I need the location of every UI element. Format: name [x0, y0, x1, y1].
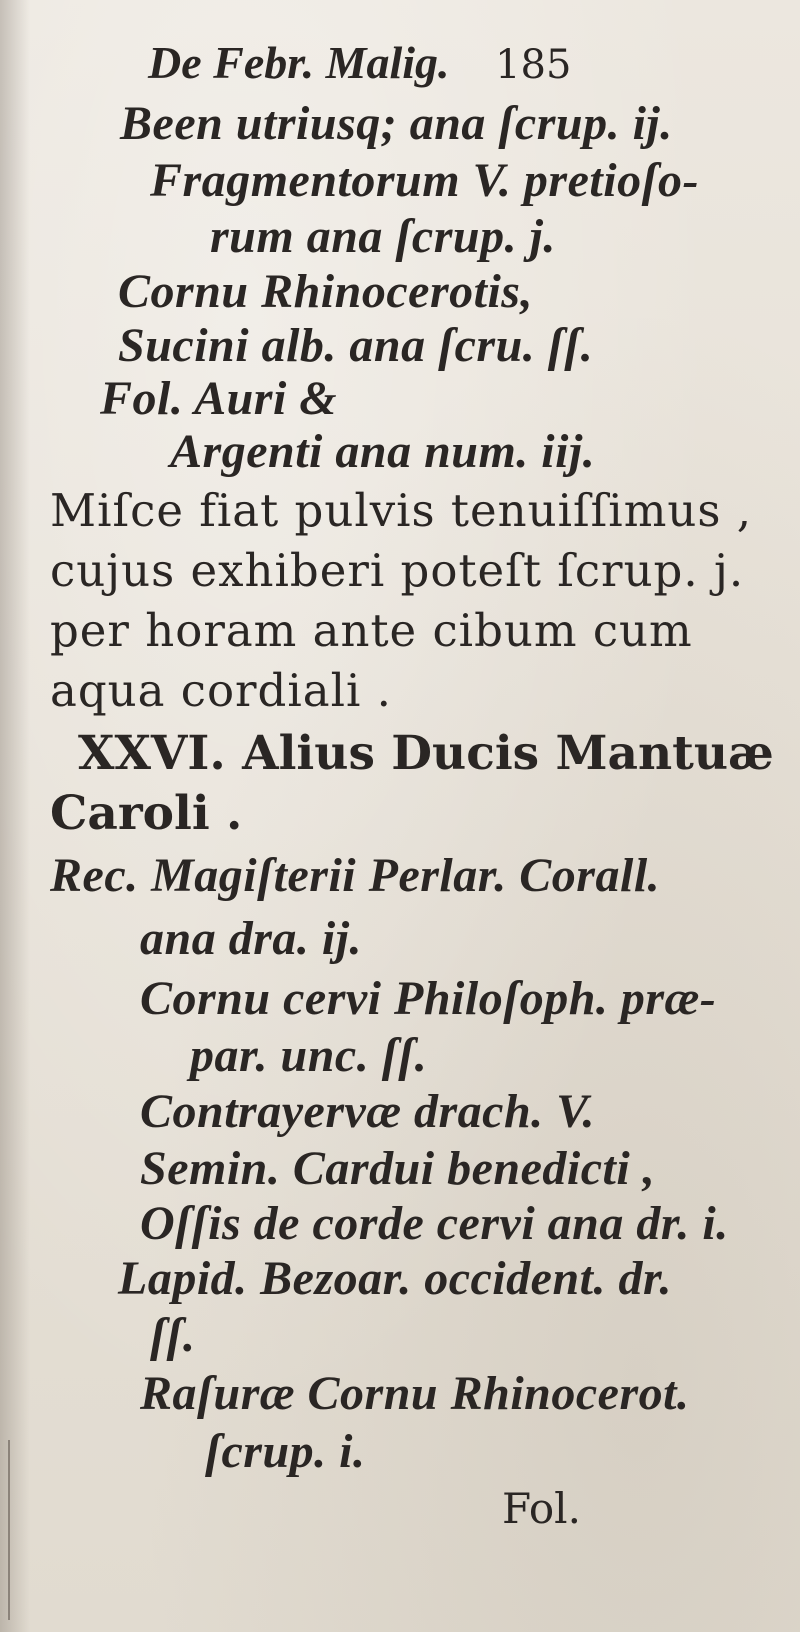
recipe-2-line-9: ſſ. — [150, 1309, 196, 1362]
recipe-2-line-6: Semin. Cardui benedicti , — [140, 1142, 656, 1195]
recipe-2-line-7: Oſſis de corde cervi ana dr. i. — [140, 1197, 729, 1250]
recipe-1-line-5: Sucini alb. ana ſcru. ſſ. — [118, 319, 594, 372]
recipe-2-line-10: Raſuræ Cornu Rhinocerot. — [140, 1367, 690, 1420]
recipe-1-line-4: Cornu Rhinocerotis, — [118, 265, 533, 318]
recipe-2-line-3: Cornu cervi Philoſoph. præ- — [140, 972, 717, 1025]
recipe-1-line-7: Argenti ana num. iij. — [170, 425, 596, 478]
recipe-2-line-11: ſcrup. i. — [205, 1425, 366, 1478]
recipe-1-line-3: rum ana ſcrup. j. — [210, 210, 556, 263]
running-header — [148, 37, 572, 88]
instructions-line-4: aqua cordiali . — [50, 664, 392, 717]
recipe-2-line-2: ana dra. ij. — [140, 912, 363, 965]
gutter-edge-line — [8, 1440, 10, 1620]
page-number: 185 — [495, 42, 572, 88]
section-heading-line-2: Caroli . — [50, 786, 243, 841]
recipe-2-line-8: Lapid. Bezoar. occident. dr. — [118, 1252, 672, 1305]
instructions-line-3: per horam ante cibum cum — [50, 604, 693, 657]
running-title: De Febr. Malig. — [148, 37, 450, 88]
recipe-2-line-4: par. unc. ſſ. — [190, 1029, 428, 1082]
instructions-line-1: Miſce fiat pulvis tenuiſſimus , — [50, 484, 753, 537]
recipe-2-line-5: Contrayervæ drach. V. — [140, 1085, 595, 1138]
recipe-1-line-2: Fragmentorum V. pretioſo- — [150, 154, 700, 207]
recipe-2-line-1: Rec. Magiſterii Perlar. Corall. — [50, 849, 661, 902]
catchword: Fol. — [502, 1484, 581, 1533]
recipe-1-line-6: Fol. Auri & — [100, 372, 338, 425]
instructions-line-2: cujus exhiberi poteſt ſcrup. j. — [50, 544, 745, 597]
recipe-1-line-1: Been utriusq; ana ſcrup. ij. — [120, 97, 673, 150]
section-heading-line-1: XXVI. Alius Ducis Mantuæ — [78, 726, 774, 781]
page-gutter-shadow — [0, 0, 30, 1632]
